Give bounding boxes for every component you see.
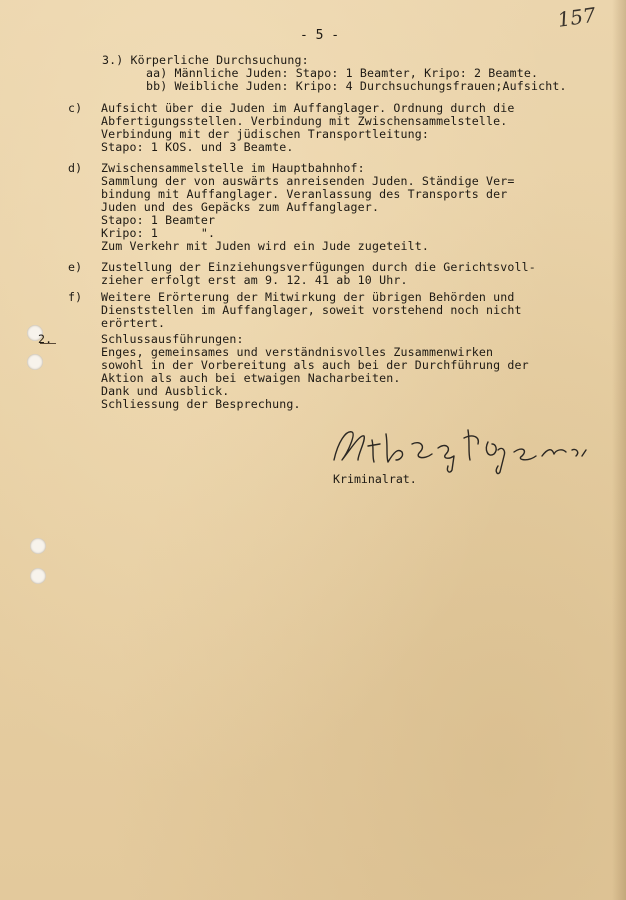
text-line: d) [68, 161, 83, 175]
text-line: bindung mit Auffanglager. Veranlassung des Transports der [101, 187, 508, 201]
text-line: f) [68, 290, 83, 304]
handwritten-signature [328, 420, 593, 478]
page-edge-shadow [612, 0, 626, 900]
text-line: zieher erfolgt erst am 9. 12. 41 ab 10 Uhr. [101, 273, 408, 287]
text-line: Stapo: 1 Beamter [101, 213, 216, 227]
text-line: Zum Verkehr mit Juden wird ein Jude zugeteilt. [101, 239, 429, 253]
text-line: e) [68, 260, 83, 274]
signature-title: Kriminalrat. [333, 472, 417, 486]
text-line: Sammlung der von auswärts anreisenden Juden. Ständige Ver= [101, 174, 515, 188]
page-number: - 5 - [300, 28, 340, 43]
punch-hole [27, 354, 43, 370]
text-line: Kripo: 1 ". [101, 226, 216, 240]
text-line: Dank und Ausblick. [101, 384, 230, 398]
text-line: c) [68, 101, 83, 115]
text-line: Aktion als auch bei etwaigen Nacharbeiten. [101, 371, 401, 385]
text-line: 3.) Körperliche Durchsuchung: [102, 53, 309, 67]
text-line: Verbindung mit der jüdischen Transportleitung: [101, 127, 429, 141]
text-line: Enges, gemeinsames und verständnisvolles Zusammenwirken [101, 345, 494, 359]
text-line: Schliessung der Besprechung. [101, 397, 301, 411]
text-line: 2. [38, 332, 53, 346]
archive-page-number: 157 [556, 2, 598, 32]
punch-hole [30, 538, 46, 554]
text-line: Abfertigungsstellen. Verbindung mit Zwischensammelstelle. [101, 114, 508, 128]
text-line: Zwischensammelstelle im Hauptbahnhof: [101, 161, 365, 175]
text-line: Zustellung der Einziehungsverfügungen durch die Gerichtsvoll- [101, 260, 536, 274]
text-line: Juden und des Gepäcks zum Auffanglager. [101, 200, 380, 214]
text-line: sowohl in der Vorbereitung als auch bei der Durchführung der [101, 358, 529, 372]
text-line: bb) Weibliche Juden: Kripo: 4 Durchsuchungsfrauen;Aufsicht. [146, 79, 567, 93]
text-line: Aufsicht über die Juden im Auffanglager. Ordnung durch die [101, 101, 515, 115]
margin-underline-mark [40, 333, 56, 344]
text-line: Schlussausführungen: [101, 332, 244, 346]
text-line: erörtert. [101, 316, 166, 330]
text-line: Stapo: 1 KOS. und 3 Beamte. [101, 140, 294, 154]
text-line: Dienststellen im Auffanglager, soweit vorstehend noch nicht [101, 303, 522, 317]
text-line: aa) Männliche Juden: Stapo: 1 Beamter, Kripo: 2 Beamte. [146, 66, 539, 80]
punch-hole [30, 568, 46, 584]
text-line: Weitere Erörterung der Mitwirkung der übrigen Behörden und [101, 290, 515, 304]
